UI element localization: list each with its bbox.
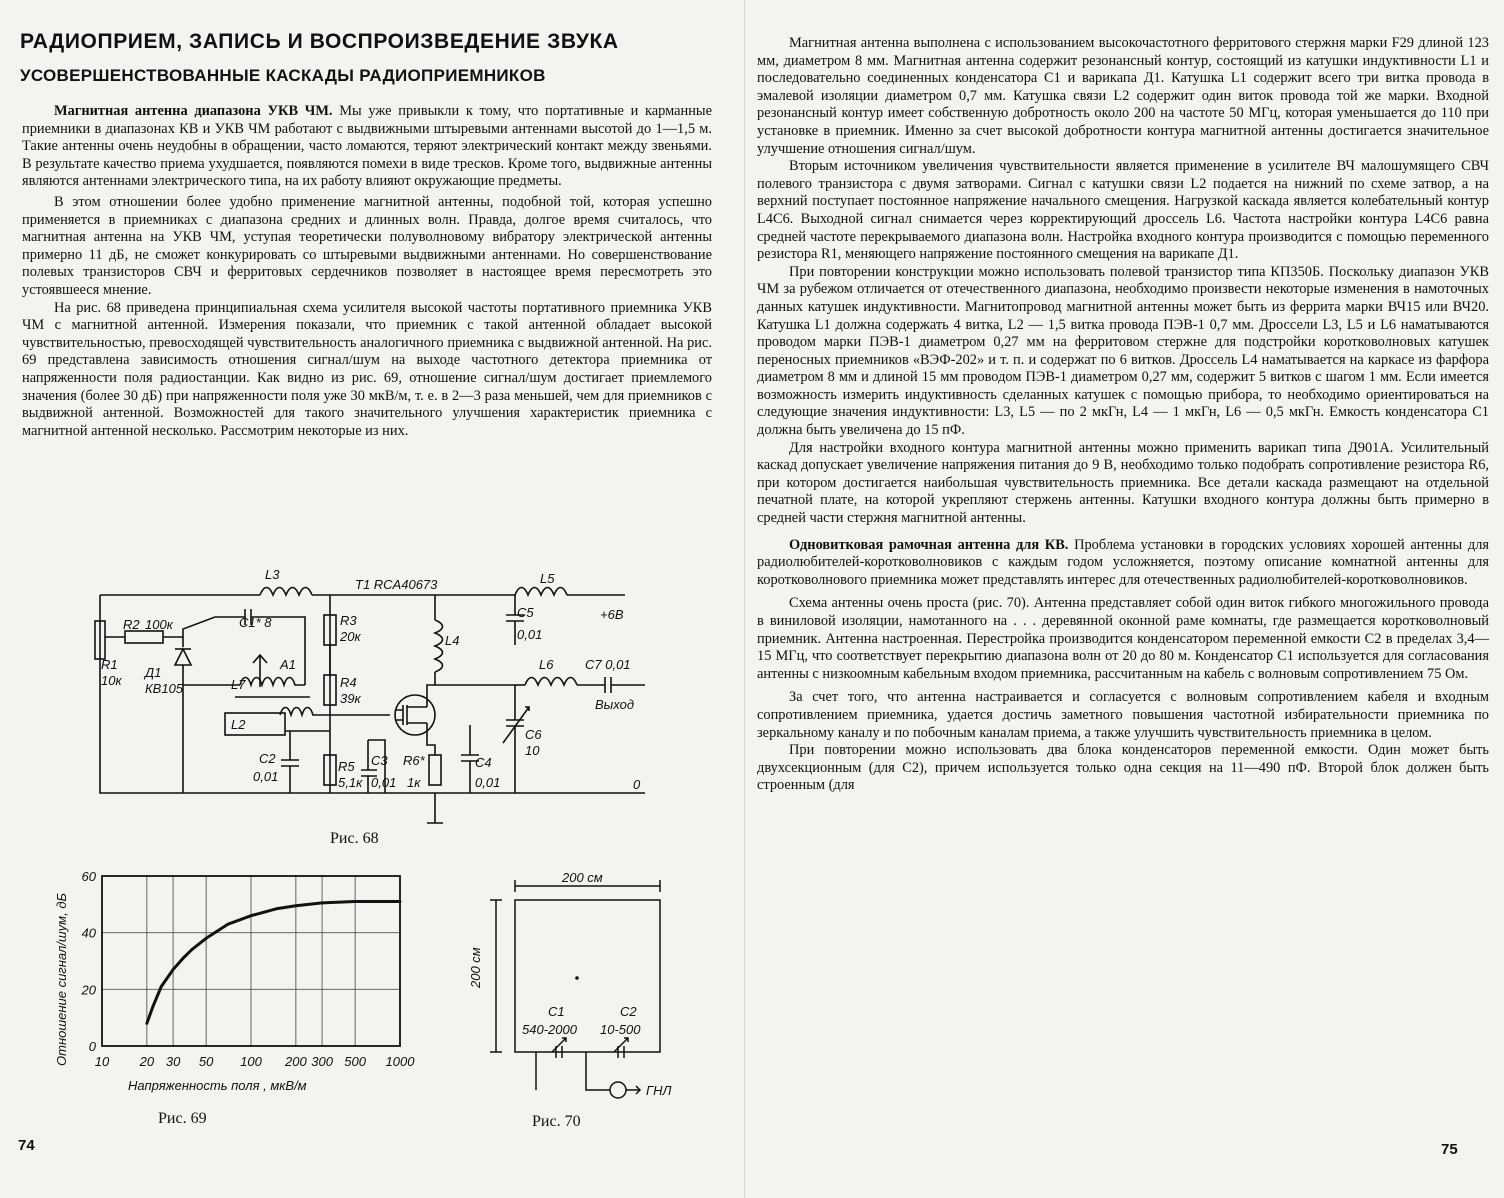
label-L2: L2 — [231, 717, 246, 732]
x-tick-label: 50 — [198, 1054, 214, 1069]
figure-69-chart — [40, 860, 420, 1100]
figure-69-caption: Рис. 69 — [158, 1110, 207, 1127]
ground-label: 0 — [633, 777, 641, 792]
paragraph-heading: Магнитная антенна диапазона УКВ ЧМ. — [54, 103, 333, 119]
data-point — [172, 968, 175, 971]
y-tick-label: 40 — [81, 925, 96, 941]
paragraph: Магнитная антенна диапазона УКВ ЧМ. Мы уже привыкли к тому, что портативные и карманные приемники в диапазонах КВ и УКВ ЧМ работают с выдвижными штыревыми антеннами высотой до 1—1,5 м. Такие антенны очень неудобны в обращении, часто ломаются, теряют электрический контакт между звеньями. В результате качество приема ухудшается, появляются помехи в виде тресков. Кроме того, выдвижные антенны являются антеннами электрического типа, на их работу влияют окружающие предметы. — [22, 103, 712, 190]
label-L5: L5 — [540, 571, 555, 586]
transistor-label: T1 RCA40673 — [355, 577, 438, 592]
label-R3-value: 20к — [340, 629, 361, 644]
label-C2: C2 — [259, 751, 276, 766]
label-D1-value: КВ105 — [145, 681, 184, 696]
figure-70-caption: Рис. 70 — [532, 1113, 581, 1130]
data-point — [190, 948, 193, 951]
c2-label: С2 — [620, 1004, 637, 1019]
paragraph-heading: Одновитковая рамочная антенна для КВ. — [789, 536, 1069, 553]
data-point — [376, 900, 379, 903]
c1-label: С1 — [548, 1004, 565, 1019]
label-C6: C6 — [525, 727, 542, 742]
label-R2: R2 — [123, 617, 140, 632]
figure-68-caption: Рис. 68 — [330, 830, 379, 847]
label-R4-value: 39к — [340, 691, 361, 706]
chart-y-ticks — [81, 869, 97, 1054]
x-tick-label: 100 — [240, 1054, 262, 1069]
chart-x-ticks — [95, 1054, 415, 1069]
paragraph: При повторении можно использовать два блока конденсаторов переменной емкости. Один может быть двухсекционным (для C2), причем используется только одна секция на 11—490 пФ. Второй блок должен быть строенным (для — [757, 742, 1489, 794]
label-R6: R6* — [403, 753, 425, 768]
label-A1: A1 — [280, 657, 296, 672]
chart-x-label: Напряженность поля , мкВ/м — [128, 1078, 307, 1093]
data-point — [294, 904, 297, 907]
data-point — [399, 900, 402, 903]
label-R2-value: 100к — [145, 617, 173, 632]
label-C7: C7 0,01 — [585, 657, 631, 672]
data-point — [321, 902, 324, 905]
data-point — [160, 985, 163, 988]
x-tick-label: 500 — [344, 1054, 366, 1069]
label-R4: R4 — [340, 675, 357, 690]
paragraph: При повторении конструкции можно использовать полевой транзистор типа КП350Б. Поскольку диапазон УКВ ЧМ за рубежом отличается от отечественного диапазона, необходимо произвести некоторые изменения в намоточных данных катушек индуктивности. Магнитопровод магнитной антенны может быть из феррита марки ВЧ15 или ВЧ20. Катушка L1 должна содержать 4 витка, L2 — 1,5 витка провода ПЭВ-1 0,7 мм. Дроссели L3, L5 и L6 наматываются проводом марки ПЭВ-1 диаметром 0,27 мм на ферритовом стержне для подстройки коротковолновых катушек переносных приемников «ВЭФ-202» и т. п. и содержат по 6 витков. Дроссель L4 наматывается на каркасе из фарфора диаметром 8 мм и длиной 15 мм проводом ПЭВ-1 диаметром 0,27 мм, содержит 5 витков с шагом 1 мм. Если имеется возможность измерить индуктивность сделанных катушек с помощью прибора, то необходимо ориентироваться на следующие значения индуктивности: L3, L5 — по 2 мкГн, L4 — 1 мкГн, L6 — 0,5 мкГн. Емкость конденсатора C1 должна быть увеличена до 15 пФ. — [757, 263, 1489, 439]
label-R1-value: 10к — [101, 673, 122, 688]
series-line — [147, 902, 400, 1024]
height-label: 200 см — [468, 947, 483, 988]
paragraph: Схема антенны очень проста (рис. 70). Антенна представляет собой один виток гибкого многожильного провода в виниловой изоляции, намотанного на . . . деревянной оконной раме комнаты, где размещается коротковолновый приемник. Антенна настроенная. Перестройка производится конденсатором переменной емкости C2 в пределах 3,4—15 МГц, что соответствует перекрытию диапазона волн от 20 до 80 м. Конденсатор C1 используется для согласования антенны с низкоомным кабельным входом приемника, рассчитанным на кабель с волновым сопротивлением 75 Ом. — [757, 595, 1489, 682]
label-R5-value: 5,1к — [338, 775, 363, 790]
y-tick-label: 20 — [81, 982, 96, 998]
label-C5: C5 — [517, 605, 534, 620]
data-point — [152, 1005, 155, 1008]
label-C2-value: 0,01 — [253, 769, 279, 784]
label-R5: R5 — [338, 759, 355, 774]
gnd-label: ГНЛ — [646, 1083, 672, 1098]
width-label: 200 см — [562, 870, 603, 885]
label-C4-value: 0,01 — [475, 775, 501, 790]
label-C1: C1* 8 — [239, 615, 272, 630]
data-point — [354, 900, 357, 903]
label-C4: C4 — [475, 755, 492, 770]
data-point — [227, 923, 230, 926]
paragraph: Для настройки входного контура магнитной антенны можно применить варикап типа Д901А. Усилительный каскад допускает увеличение напряжения питания до 9 В, необходимо только подобрать сопротивление резистора R6, при котором достигается наибольшая чувствительность приемника. Все детали каскада размещают на отдельной печатной плате, на которой укрепляют стержень антенны. Катушки входного контура должны быть примерно в средней части стержня магнитной антенны. — [757, 439, 1489, 527]
paragraph: Магнитная антенна выполнена с использованием высокочастотного ферритового стержня марки F29 длиной 123 мм, диаметром 8 мм. Магнитная антенна содержит резонансный контур, состоящий из катушки индуктивности L1 и последовательно соединенных конденсатора C1 и варикапа Д1. Катушка L1 содержит всего три витка провода в эмалевой изоляции диаметром 0,7 мм. Катушка связи L2 содержит один виток провода той же марки. Входной резонансный контур имеет собственную добротность около 200 на частоте 50 МГц, которая уменьшается до 110 при установке в приемник. Именно за счет высокой добротности контура магнитной антенны достигается значительное улучшение отношения сигнал/шум. — [757, 35, 1489, 157]
label-C6-value: 10 — [525, 743, 540, 758]
paragraph: За счет того, что антенна настраивается и согласуется с волновым сопротивлением кабеля и входным сопротивлением приемника, удается достичь заметного повышения частотной избирательности приемника по зеркальному каналу и по побочным каналам приема, а также улучшить чувствительность приемника в целом. — [757, 689, 1489, 741]
x-tick-label: 30 — [165, 1054, 181, 1069]
chart-series — [145, 900, 401, 1025]
c2-range: 10-500 — [600, 1022, 641, 1037]
figure-68-schematic — [85, 565, 665, 830]
label-L3: L3 — [265, 567, 280, 582]
y-tick-label: 60 — [81, 869, 96, 884]
paragraph: На рис. 68 приведена принципиальная схема усилителя высокой частоты портативного приемника УКВ ЧМ с магнитной антенной. Измерения показали, что приемник с такой антенной обладает высокой чувствительностью, превосходящей чувствительность аналогичного приемника с выдвижной антенной. На рис. 69 представлена зависимость отношения сигнал/шум на выходе частотного детектора приемника от напряженности поля радиостанции. Как видно из рис. 69, отношение сигнал/шум достигает приемлемого значения (более 30 дБ) при напряженности поля уже 30 мкВ/м, т. е. в 2—3 раза меньшей, чем для приемников с выдвижной антенной. Возможностей для такого значительного улучшения характеристик приемника с магнитной антенной несколько. Рассмотрим некоторые из них. — [22, 299, 712, 439]
right-body-text — [757, 35, 1489, 795]
label-C3-value: 0,01 — [371, 775, 397, 790]
data-point — [182, 957, 185, 960]
label-R1: R1 — [101, 657, 118, 672]
data-point — [250, 914, 253, 917]
chart-y-label: Отношение сигнал/шум, дБ — [54, 893, 69, 1066]
paragraph: Вторым источником увеличения чувствительности является применение в усилителе ВЧ малошумящего СВЧ полевого транзистора с двумя затворами. Сигнал с катушки связи L2 подается на нижний по схеме затвор, а на верхний поступает постоянное напряжение начального смещения. Нагрузкой каскада является колебательный контур L4C6. Выходной сигнал снимается через корректирующий дроссель L6. Частота настройки контура L4C6 равна средней частоте перекрываемого диапазона волн. Настройка входного контура производится с помощью переменного резистора R1, меняющего напряжение постоянного смещения на варикапе Д1. — [757, 158, 1489, 263]
page-number: 75 — [1441, 1141, 1458, 1158]
x-tick-label: 300 — [311, 1054, 333, 1069]
output-label: Выход — [595, 697, 635, 712]
data-point — [276, 907, 279, 910]
label-L7: L7 — [231, 677, 246, 692]
data-point — [145, 1022, 148, 1025]
page-number: 74 — [18, 1137, 35, 1154]
label-C5-value: 0,01 — [517, 627, 543, 642]
paragraph: Одновитковая рамочная антенна для КВ. Проблема установки в городских условиях хорошей антенны для радиолюбителей-коротковолновиков с каждым годом усложняется, поэтому описание комнатной антенны для коротковолнового приемника может представлять интерес для отечественных радиолюбителей-коротковолновиков. — [757, 536, 1489, 588]
x-tick-label: 10 — [94, 1054, 110, 1069]
label-R3: R3 — [340, 613, 357, 628]
supply-label: +6В — [600, 607, 624, 622]
x-tick-label: 200 — [285, 1054, 307, 1069]
section-title: УСОВЕРШЕНСТВОВАННЫЕ КАСКАДЫ РАДИОПРИЕМНИКОВ — [20, 66, 546, 85]
x-tick-label: 1000 — [385, 1054, 415, 1069]
figure-70-antenna — [470, 870, 700, 1110]
label-D1: Д1 — [145, 665, 162, 680]
label-L4: L4 — [445, 633, 460, 648]
y-tick-label: 0 — [88, 1039, 96, 1054]
paragraph: В этом отношении более удобно применение магнитной антенны, подобной той, которая успешно применяется в приемниках с диапазона средних и длинных волн. Правда, долгое время считалось, что магнитная антенна на УКВ ЧМ, уступая теоретически полуволновому вибратору электрической антенны примерно 11 дБ, не сможет конкурировать со штыревыми выдвижными антеннами. Но совершенствование полевых транзисторов СВЧ и ферритовых сердечников позволяет в настоящее время пересмотреть это устоявшееся мнение. — [22, 193, 712, 298]
page-header: РАДИОПРИЕМ, ЗАПИСЬ И ВОСПРОИЗВЕДЕНИЕ ЗВУКА — [20, 30, 619, 53]
data-point — [205, 937, 208, 940]
x-tick-label: 20 — [139, 1054, 155, 1069]
label-C3: C3 — [371, 753, 388, 768]
left-page — [0, 0, 745, 1198]
left-body-text — [22, 103, 712, 440]
right-page — [745, 0, 1504, 1198]
label-R6-value: 1к — [407, 775, 421, 790]
c1-range: 540-2000 — [522, 1022, 577, 1037]
label-L6: L6 — [539, 657, 554, 672]
